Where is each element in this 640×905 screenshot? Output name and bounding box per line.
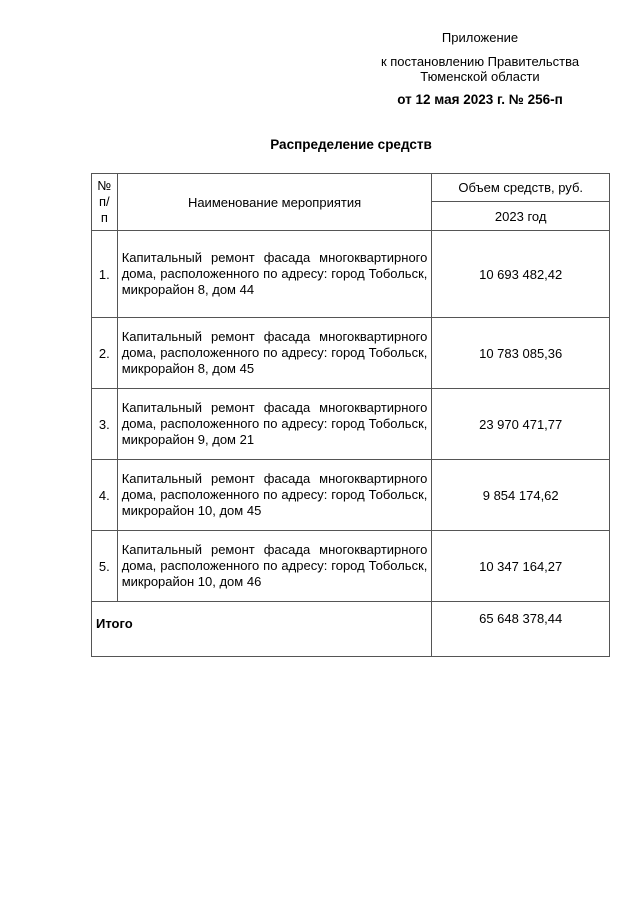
table-row: [92, 231, 610, 318]
header-amount: Объем средств, руб.: [432, 174, 610, 202]
row-number: 3.: [92, 389, 118, 460]
row-amount: 9 854 174,62: [432, 460, 610, 531]
row-number: 5.: [92, 531, 118, 602]
table-row: [92, 389, 610, 460]
row-event-name: Капитальный ремонт фасада многоквартирного дома, расположенного по адресу: город Тобольск, микрорайон 9, дом 21: [117, 389, 432, 460]
row-amount: 10 693 482,42: [432, 231, 610, 318]
row-event-name: Капитальный ремонт фасада многоквартирного дома, расположенного по адресу: город Тобольск, микрорайон 8, дом 44: [117, 231, 432, 318]
table-row: [92, 531, 610, 602]
header-event-name: Наименование мероприятия: [117, 174, 432, 231]
row-amount: 23 970 471,77: [432, 389, 610, 460]
table-total-row: [92, 602, 610, 657]
row-number: 2.: [92, 318, 118, 389]
total-amount: 65 648 378,44: [432, 602, 610, 657]
distribution-table: [91, 173, 610, 657]
appendix-label: Приложение: [441, 30, 519, 45]
table-header-row: [92, 174, 610, 202]
row-amount: 10 783 085,36: [432, 318, 610, 389]
resolution-reference: к постановлению Правительства: [380, 54, 580, 69]
row-number: 1.: [92, 231, 118, 318]
document-title: Распределение средств: [270, 137, 432, 152]
region-name: Тюменской области: [420, 69, 540, 84]
table-row: [92, 318, 610, 389]
total-label: Итого: [92, 602, 432, 657]
row-amount: 10 347 164,27: [432, 531, 610, 602]
row-event-name: Капитальный ремонт фасада многоквартирного дома, расположенного по адресу: город Тобольск, микрорайон 8, дом 45: [117, 318, 432, 389]
header-number: № п/ п: [92, 174, 118, 231]
header-year: 2023 год: [432, 202, 610, 231]
resolution-date-number: от 12 мая 2023 г. № 256-п: [397, 92, 563, 107]
row-event-name: Капитальный ремонт фасада многоквартирного дома, расположенного по адресу: город Тобольск, микрорайон 10, дом 46: [117, 531, 432, 602]
row-number: 4.: [92, 460, 118, 531]
row-event-name: Капитальный ремонт фасада многоквартирного дома, расположенного по адресу: город Тобольск, микрорайон 10, дом 45: [117, 460, 432, 531]
table-row: [92, 460, 610, 531]
